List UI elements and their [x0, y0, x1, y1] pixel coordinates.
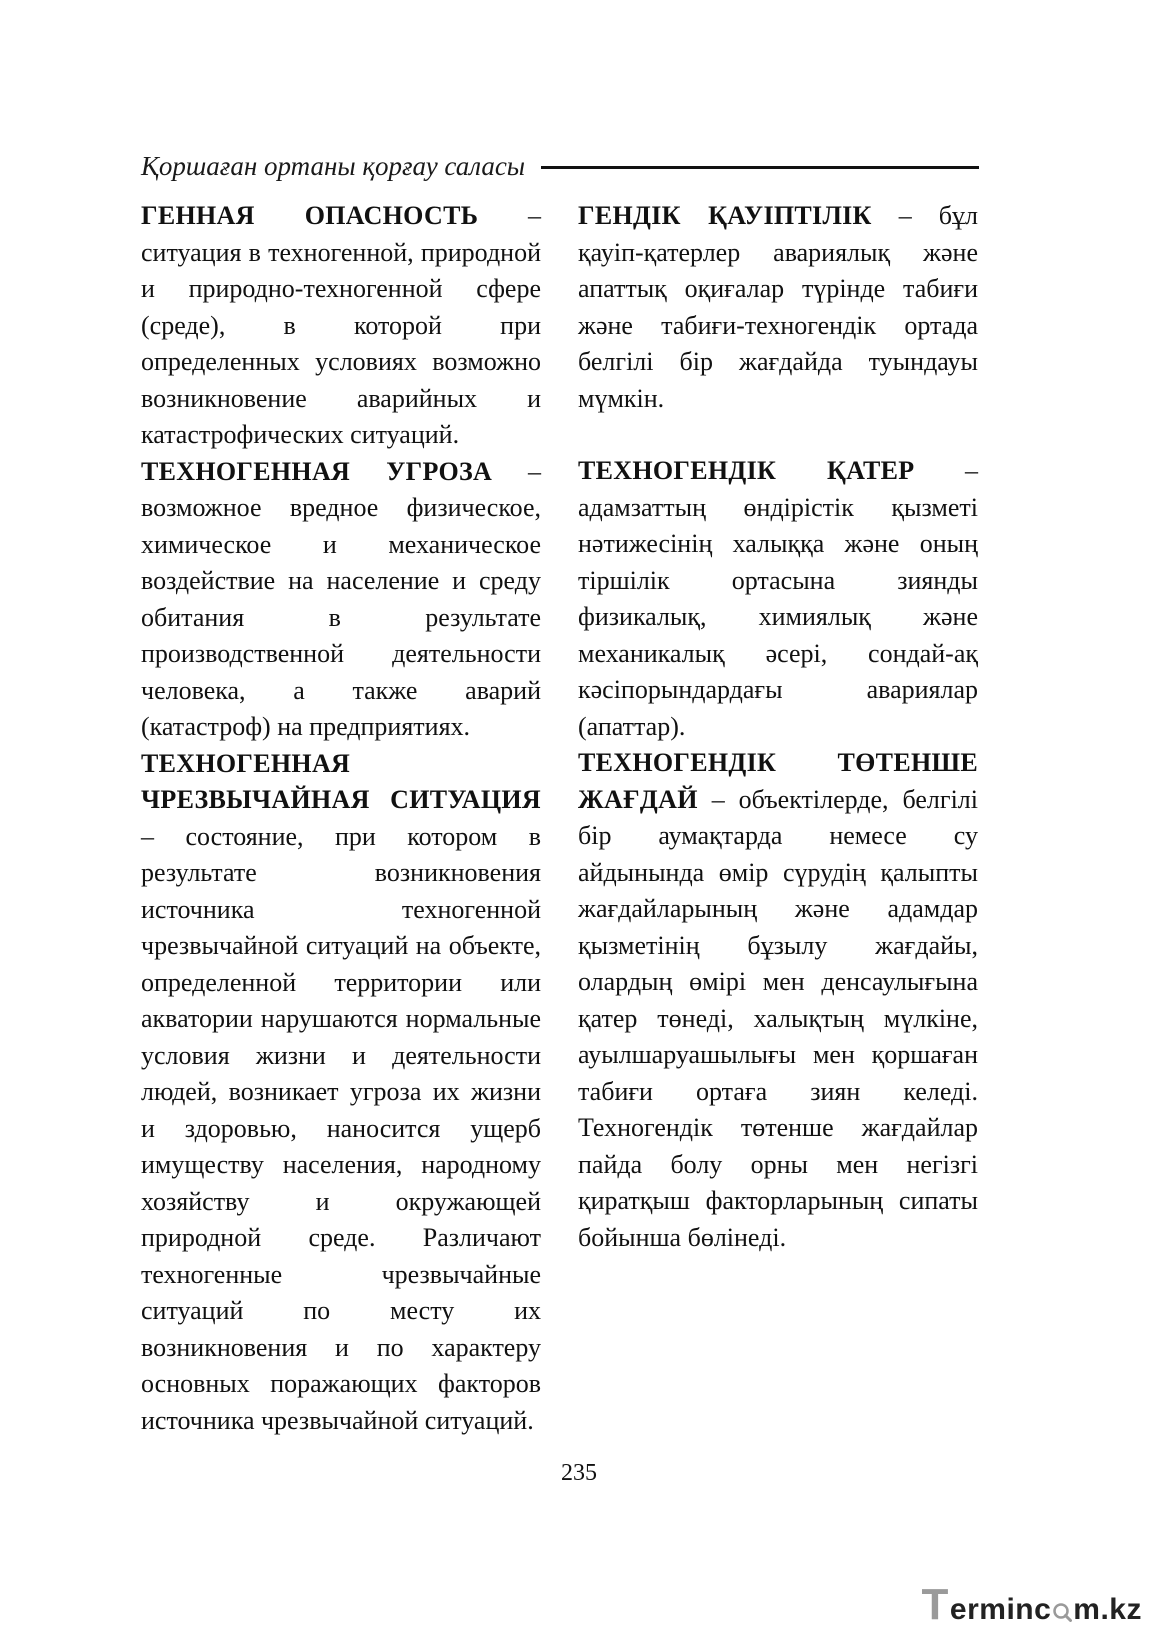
page-number: 235: [561, 1460, 597, 1486]
watermark-text-part2: c: [1034, 1593, 1052, 1626]
entry-term: ГЕННАЯ ОПАСНОСТЬ: [141, 201, 479, 230]
running-header: [141, 146, 979, 186]
entry-definition: – бұл қауіп-қатерлер авариялық және апаттық оқиғалар түрінде табиғи және табиғи-техногендік ортада белгілі бір жағдайда туындауы мүмкін.: [578, 201, 979, 413]
glossary-entry: [578, 745, 978, 1256]
entry-definition: – ситуация в техногенной, природной и природно-техногенной сфере (среде), в которой при определенных условиях возможно возникновение аварийных и катастрофических ситуаций.: [141, 201, 541, 449]
site-watermark: [921, 1580, 1142, 1629]
glossary-entry: [141, 198, 541, 454]
watermark-first-letter: T: [921, 1580, 949, 1629]
header-rule: [541, 166, 979, 169]
glossary-entry: [578, 453, 978, 745]
entry-term: ГЕНДІК ҚАУІПТІЛІК: [578, 201, 872, 230]
header-title: Қоршаған ортаны қорғау саласы: [141, 150, 526, 181]
entry-definition: – возможное вредное физическое, химическое и механическое воздействие на население и среду обитания в результате производственной деятельности человека, а также аварий (катастроф) на предприятиях.: [141, 456, 541, 741]
entry-term: ТЕХНОГЕНДІК ТӨТЕНШЕ ЖАҒДАЙ: [578, 748, 978, 814]
entry-term: ТЕХНОГЕННАЯ УГРОЗА: [141, 456, 493, 486]
entry-definition: – адамзаттың өндірістік қызметі нәтижесінің халыққа және оның тіршілік ортасына зиянды физикалық, химиялық және механикалық әсері, сондай-ақ кәсіпорындардағы авариялар (апаттар).: [578, 456, 978, 741]
entry-term: ТЕХНОГЕНДІК ҚАТЕР: [578, 456, 915, 485]
watermark-text-part1: ermin: [949, 1593, 1035, 1626]
entry-definition: – объектілерде, белгілі бір аумақтарда немесе су айдынында өмір сүрудің қалыпты жағдайларының және адамдар қызметінің бұзылу жағдайы, олардың өмірі мен денсаулығына қатер төнеді, халықтың мүлкіне, ауылшаруашылығы мен қоршаған табиғи ортаға зиян келеді. Техногендік төтенше жағдайлар пайда болу орны мен негізгі қиратқыш факторларының сипаты бойынша бөлінеді.: [578, 784, 978, 1252]
entry-definition: – состояние, при котором в результате возникновения источника техногенной чрезвычайной ситуаций на объекте, определенной территории или акватории нарушаются нормальные условия жизни и деятельности людей, возникает угроза их жизни и здоровью, наносится ущерб имуществу населения, народному хозяйству и окружающей природной среде. Различают техногенные чрезвычайные ситуаций по месту их возникновения и по характеру основных поражающих факторов источника чрезвычайной ситуаций.: [141, 821, 541, 1435]
left-column: [141, 198, 541, 1439]
glossary-entry: [141, 746, 541, 1440]
glossary-entry: [141, 454, 541, 746]
watermark-text-part3: m.kz: [1073, 1593, 1142, 1626]
glossary-entry: [578, 198, 978, 417]
right-column: [578, 198, 978, 1256]
entry-term: ТЕХНОГЕННАЯ ЧРЕЗВЫЧАЙНАЯ СИТУАЦИЯ: [141, 748, 541, 814]
magnifier-icon: [1052, 1602, 1072, 1622]
